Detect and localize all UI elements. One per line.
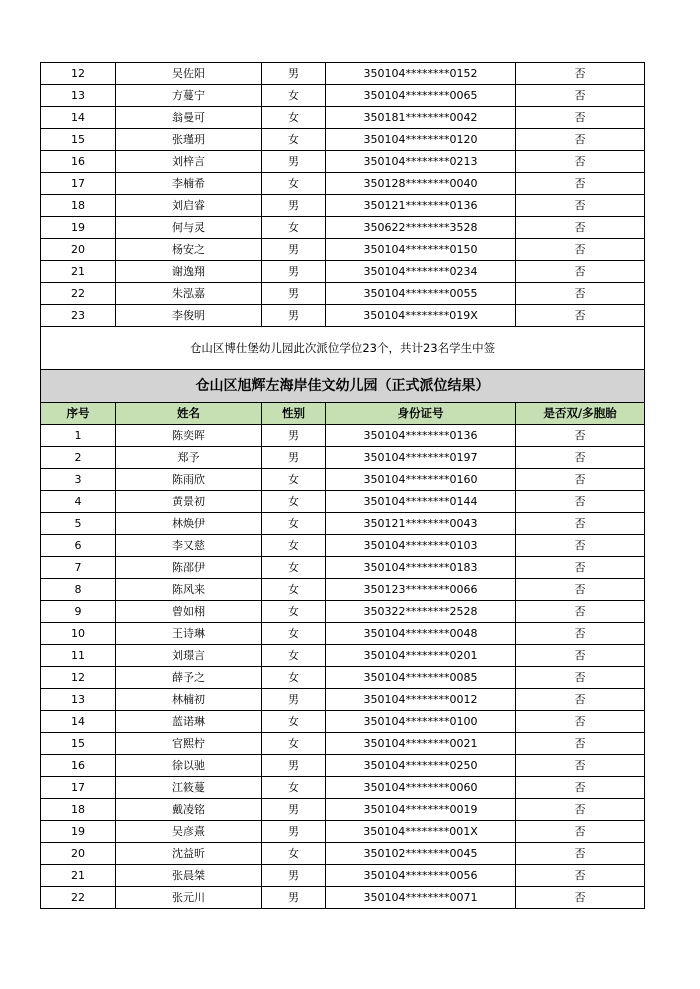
cell-multi: 否: [516, 843, 645, 865]
cell-name: 官熙柠: [116, 733, 262, 755]
cell-no: 2: [41, 447, 116, 469]
cell-id: 350104********0120: [326, 129, 516, 151]
cell-no: 5: [41, 513, 116, 535]
cell-gender: 女: [262, 513, 326, 535]
table-row: [41, 579, 645, 601]
cell-no: 10: [41, 623, 116, 645]
cell-no: 9: [41, 601, 116, 623]
cell-name: 林楠初: [116, 689, 262, 711]
cell-id: 350622********3528: [326, 217, 516, 239]
table-row: [41, 887, 645, 909]
table-row: [41, 447, 645, 469]
cell-id: 350123********0066: [326, 579, 516, 601]
cell-name: 刘梓言: [116, 151, 262, 173]
cell-name: 陈雨欣: [116, 469, 262, 491]
table-row: [41, 667, 645, 689]
section1-body: [41, 63, 645, 327]
cell-multi: 否: [516, 283, 645, 305]
cell-id: 350104********0056: [326, 865, 516, 887]
cell-no: 13: [41, 689, 116, 711]
cell-no: 3: [41, 469, 116, 491]
cell-name: 王诗琳: [116, 623, 262, 645]
cell-no: 15: [41, 733, 116, 755]
cell-id: 350104********0197: [326, 447, 516, 469]
cell-no: 22: [41, 887, 116, 909]
cell-no: 8: [41, 579, 116, 601]
cell-no: 15: [41, 129, 116, 151]
cell-multi: 否: [516, 887, 645, 909]
cell-name: 吴佐阳: [116, 63, 262, 85]
cell-id: 350104********0048: [326, 623, 516, 645]
cell-gender: 女: [262, 601, 326, 623]
cell-id: 350104********0071: [326, 887, 516, 909]
cell-gender: 男: [262, 425, 326, 447]
table-row: [41, 151, 645, 173]
cell-gender: 男: [262, 887, 326, 909]
cell-id: 350104********0201: [326, 645, 516, 667]
cell-no: 23: [41, 305, 116, 327]
cell-gender: 女: [262, 579, 326, 601]
header-multi: 是否双/多胞胎: [516, 403, 645, 425]
cell-id: 350104********0065: [326, 85, 516, 107]
cell-name: 吴彦熹: [116, 821, 262, 843]
cell-no: 16: [41, 151, 116, 173]
cell-id: 350104********0060: [326, 777, 516, 799]
cell-multi: 否: [516, 173, 645, 195]
header-gender: 性别: [262, 403, 326, 425]
cell-id: 350104********0136: [326, 425, 516, 447]
cell-multi: 否: [516, 491, 645, 513]
cell-multi: 否: [516, 447, 645, 469]
table-row: [41, 63, 645, 85]
cell-multi: 否: [516, 689, 645, 711]
cell-name: 方蔓宁: [116, 85, 262, 107]
cell-multi: 否: [516, 305, 645, 327]
cell-name: 李又慈: [116, 535, 262, 557]
header-no: 序号: [41, 403, 116, 425]
table-row: [41, 85, 645, 107]
header-name: 姓名: [116, 403, 262, 425]
cell-name: 薛予之: [116, 667, 262, 689]
cell-multi: 否: [516, 755, 645, 777]
cell-no: 21: [41, 865, 116, 887]
cell-name: 张瑾玥: [116, 129, 262, 151]
cell-multi: 否: [516, 63, 645, 85]
cell-id: 350104********001X: [326, 821, 516, 843]
table-row: [41, 107, 645, 129]
table-row: [41, 777, 645, 799]
cell-multi: 否: [516, 667, 645, 689]
cell-name: 杨安之: [116, 239, 262, 261]
cell-id: 350104********0055: [326, 283, 516, 305]
cell-name: 翁曼可: [116, 107, 262, 129]
cell-gender: 女: [262, 469, 326, 491]
cell-no: 17: [41, 777, 116, 799]
cell-name: 郑予: [116, 447, 262, 469]
cell-multi: 否: [516, 601, 645, 623]
cell-gender: 男: [262, 821, 326, 843]
table-row: [41, 557, 645, 579]
cell-gender: 男: [262, 283, 326, 305]
cell-multi: 否: [516, 85, 645, 107]
table-row: [41, 239, 645, 261]
cell-gender: 男: [262, 305, 326, 327]
cell-multi: 否: [516, 239, 645, 261]
cell-id: 350104********0103: [326, 535, 516, 557]
cell-name: 黄景初: [116, 491, 262, 513]
cell-gender: 男: [262, 195, 326, 217]
cell-id: 350128********0040: [326, 173, 516, 195]
results-table: [40, 62, 645, 909]
table-row: [41, 799, 645, 821]
cell-gender: 男: [262, 689, 326, 711]
cell-id: 350104********0100: [326, 711, 516, 733]
cell-gender: 男: [262, 799, 326, 821]
table-row: [41, 601, 645, 623]
cell-id: 350104********0152: [326, 63, 516, 85]
cell-id: 350104********019X: [326, 305, 516, 327]
cell-id: 350121********0136: [326, 195, 516, 217]
cell-no: 14: [41, 107, 116, 129]
table-row: [41, 261, 645, 283]
cell-multi: 否: [516, 645, 645, 667]
cell-name: 何与灵: [116, 217, 262, 239]
cell-gender: 女: [262, 777, 326, 799]
cell-gender: 男: [262, 261, 326, 283]
school-title: 仓山区旭辉左海岸佳文幼儿园（正式派位结果）: [41, 370, 645, 403]
cell-multi: 否: [516, 513, 645, 535]
table-row: [41, 283, 645, 305]
cell-id: 350104********0144: [326, 491, 516, 513]
cell-multi: 否: [516, 425, 645, 447]
cell-name: 张元川: [116, 887, 262, 909]
cell-multi: 否: [516, 799, 645, 821]
cell-gender: 女: [262, 645, 326, 667]
cell-name: 戴凌铭: [116, 799, 262, 821]
cell-no: 1: [41, 425, 116, 447]
table-row: [41, 865, 645, 887]
cell-no: 7: [41, 557, 116, 579]
table-row: [41, 755, 645, 777]
cell-gender: 女: [262, 491, 326, 513]
cell-multi: 否: [516, 129, 645, 151]
table-row: [41, 469, 645, 491]
cell-no: 12: [41, 63, 116, 85]
cell-multi: 否: [516, 865, 645, 887]
cell-gender: 男: [262, 151, 326, 173]
table-row: [41, 305, 645, 327]
cell-id: 350102********0045: [326, 843, 516, 865]
cell-gender: 男: [262, 63, 326, 85]
cell-multi: 否: [516, 711, 645, 733]
cell-id: 350104********0021: [326, 733, 516, 755]
cell-id: 350104********0012: [326, 689, 516, 711]
cell-name: 陈奕晖: [116, 425, 262, 447]
header-id: 身份证号: [326, 403, 516, 425]
cell-id: 350181********0042: [326, 107, 516, 129]
cell-gender: 女: [262, 107, 326, 129]
cell-name: 李楠希: [116, 173, 262, 195]
cell-gender: 女: [262, 711, 326, 733]
cell-no: 12: [41, 667, 116, 689]
cell-id: 350104********0085: [326, 667, 516, 689]
cell-gender: 女: [262, 85, 326, 107]
cell-multi: 否: [516, 107, 645, 129]
table-row: [41, 733, 645, 755]
cell-name: 沈益昕: [116, 843, 262, 865]
cell-gender: 男: [262, 447, 326, 469]
table-row: [41, 711, 645, 733]
cell-gender: 女: [262, 173, 326, 195]
cell-id: 350104********0160: [326, 469, 516, 491]
cell-no: 4: [41, 491, 116, 513]
school-title-row: [41, 370, 645, 403]
cell-no: 19: [41, 217, 116, 239]
table-header-row: [41, 403, 645, 425]
table-row: [41, 217, 645, 239]
table-row: [41, 535, 645, 557]
cell-id: 350104********0250: [326, 755, 516, 777]
cell-no: 20: [41, 843, 116, 865]
cell-multi: 否: [516, 469, 645, 491]
cell-name: 徐以驰: [116, 755, 262, 777]
cell-gender: 女: [262, 129, 326, 151]
table-row: [41, 425, 645, 447]
table-row: [41, 173, 645, 195]
table-row: [41, 843, 645, 865]
cell-id: 350121********0043: [326, 513, 516, 535]
cell-no: 22: [41, 283, 116, 305]
cell-name: 林焕伊: [116, 513, 262, 535]
cell-name: 陈风来: [116, 579, 262, 601]
cell-no: 11: [41, 645, 116, 667]
cell-gender: 男: [262, 239, 326, 261]
cell-no: 18: [41, 195, 116, 217]
cell-gender: 女: [262, 623, 326, 645]
cell-multi: 否: [516, 557, 645, 579]
cell-name: 曾如栩: [116, 601, 262, 623]
cell-gender: 女: [262, 733, 326, 755]
cell-gender: 女: [262, 217, 326, 239]
cell-name: 刘启睿: [116, 195, 262, 217]
cell-id: 350322********2528: [326, 601, 516, 623]
cell-multi: 否: [516, 195, 645, 217]
cell-gender: 女: [262, 843, 326, 865]
cell-name: 蓝诺琳: [116, 711, 262, 733]
table-row: [41, 821, 645, 843]
cell-id: 350104********0213: [326, 151, 516, 173]
cell-id: 350104********0019: [326, 799, 516, 821]
cell-name: 刘璟言: [116, 645, 262, 667]
cell-no: 14: [41, 711, 116, 733]
table-row: [41, 129, 645, 151]
cell-name: 朱泓嘉: [116, 283, 262, 305]
cell-gender: 女: [262, 557, 326, 579]
cell-multi: 否: [516, 535, 645, 557]
table-row: [41, 623, 645, 645]
cell-multi: 否: [516, 261, 645, 283]
table-row: [41, 513, 645, 535]
section1-summary: 仓山区博仕堡幼儿园此次派位学位23个，共计23名学生中签: [41, 327, 645, 370]
table-row: [41, 491, 645, 513]
cell-id: 350104********0183: [326, 557, 516, 579]
cell-multi: 否: [516, 151, 645, 173]
table-row: [41, 689, 645, 711]
cell-name: 陈邵伊: [116, 557, 262, 579]
cell-multi: 否: [516, 777, 645, 799]
section2-body: [41, 425, 645, 909]
cell-name: 李俊明: [116, 305, 262, 327]
cell-id: 350104********0234: [326, 261, 516, 283]
cell-gender: 女: [262, 535, 326, 557]
cell-name: 张晨桀: [116, 865, 262, 887]
cell-multi: 否: [516, 733, 645, 755]
cell-no: 16: [41, 755, 116, 777]
cell-no: 17: [41, 173, 116, 195]
cell-no: 21: [41, 261, 116, 283]
cell-name: 谢逸翔: [116, 261, 262, 283]
cell-multi: 否: [516, 821, 645, 843]
cell-multi: 否: [516, 579, 645, 601]
section1-summary-row: [41, 327, 645, 370]
cell-no: 13: [41, 85, 116, 107]
cell-id: 350104********0150: [326, 239, 516, 261]
cell-no: 20: [41, 239, 116, 261]
cell-name: 江筱蔓: [116, 777, 262, 799]
table-row: [41, 645, 645, 667]
cell-gender: 女: [262, 667, 326, 689]
cell-gender: 男: [262, 865, 326, 887]
cell-multi: 否: [516, 217, 645, 239]
table-row: [41, 195, 645, 217]
cell-multi: 否: [516, 623, 645, 645]
cell-no: 6: [41, 535, 116, 557]
cell-no: 19: [41, 821, 116, 843]
cell-gender: 男: [262, 755, 326, 777]
cell-no: 18: [41, 799, 116, 821]
